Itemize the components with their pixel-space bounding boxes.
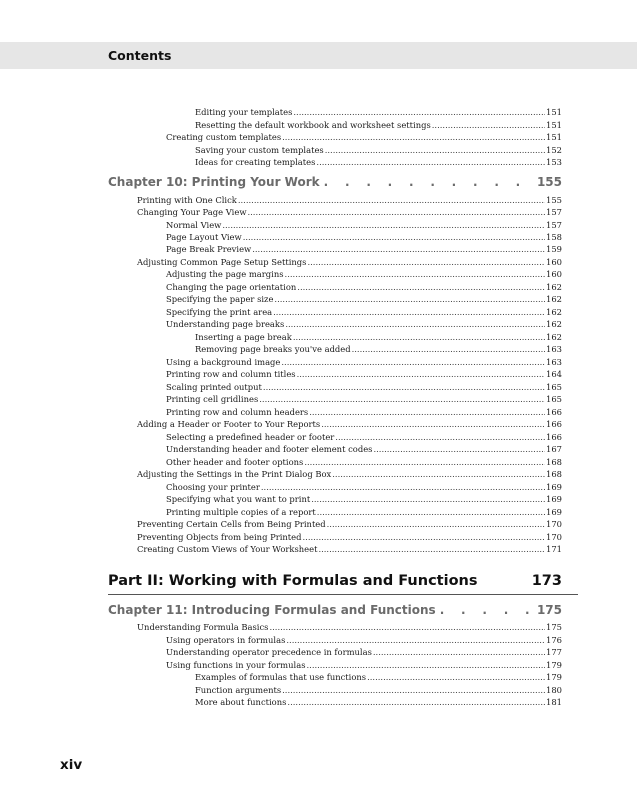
toc-entry: Understanding operator precedence in formulas ..... 177 [166,647,562,658]
toc-entry: Preventing Certain Cells from Being Printed ..... 170 [137,519,562,530]
toc-entry: Ideas for creating templates ..... 153 [195,157,562,168]
toc-entry: Understanding Formula Basics ..... 175 [137,622,562,633]
running-header-bar [0,42,637,69]
toc-entry: More about functions ..... 181 [195,697,562,708]
chapter-heading: Chapter 11: Introducing Formulas and Functions . . . 175 [108,603,562,617]
toc-entry: Saving your custom templates ..... 152 [195,145,562,156]
toc-entry: Adjusting the Settings in the Print Dialog Box ..... 168 [137,469,562,480]
toc-entry: Adjusting Common Page Setup Settings ..... 160 [137,257,562,268]
toc-entry: Specifying the paper size ..... 162 [166,294,562,305]
toc-entry: Preventing Objects from being Printed ..... 170 [137,532,562,543]
toc-entry: Page Layout View ..... 158 [166,232,562,243]
toc-entry: Changing the page orientation ..... 162 [166,282,562,293]
page-number: xiv [60,757,83,773]
toc-entry: Printing row and column titles ..... 164 [166,369,562,380]
toc-entry: Using functions in your formulas ..... 179 [166,660,562,671]
toc-entry: Other header and footer options ..... 168 [166,457,562,468]
toc-entry: Selecting a predefined header or footer ..... 166 [166,432,562,443]
toc-entry: Adjusting the page margins ..... 160 [166,269,562,280]
toc-entry: Specifying what you want to print ..... 169 [166,494,562,505]
toc-entry: Creating custom templates ..... 151 [166,132,562,143]
toc-entry: Function arguments ..... 180 [195,685,562,696]
toc-entry: Using operators in formulas ..... 176 [166,635,562,646]
toc-entry: Specifying the print area ..... 162 [166,307,562,318]
toc-entry: Using a background image ..... 163 [166,357,562,368]
toc-entry: Creating Custom Views of Your Worksheet ..... 171 [137,544,562,555]
running-header-title: Contents [108,48,172,63]
toc-entry: Printing cell gridlines ..... 165 [166,394,562,405]
toc-entry: Adding a Header or Footer to Your Reports ..... 166 [137,419,562,430]
toc-entry: Understanding header and footer element codes ..... 167 [166,444,562,455]
toc-entry: Printing multiple copies of a report ..... 169 [166,507,562,518]
toc-entry: Page Break Preview ..... 159 [166,244,562,255]
toc-entry: Editing your templates ..... 151 [195,107,562,118]
toc-entry: Scaling printed output ..... 165 [166,382,562,393]
toc-entry: Normal View ..... 157 [166,220,562,231]
toc-entry: Inserting a page break ..... 162 [195,332,562,343]
toc-entry: Resetting the default workbook and worksheet settings ..... 151 [195,120,562,131]
chapter-heading: Chapter 10: Printing Your Work . . . 155 [108,175,562,189]
toc-entry: Removing page breaks you've added ..... 163 [195,344,562,355]
toc-entry: Choosing your printer ..... 169 [166,482,562,493]
part-divider [108,594,578,595]
toc-entry: Changing Your Page View ..... 157 [137,207,562,218]
part-heading: Part II: Working with Formulas and Functions 173 [108,573,562,589]
toc-entry: Understanding page breaks ..... 162 [166,319,562,330]
toc-entry: Examples of formulas that use functions ..... 179 [195,672,562,683]
toc-entry: Printing with One Click ..... 155 [137,195,562,206]
toc-entry: Printing row and column headers ..... 166 [166,407,562,418]
